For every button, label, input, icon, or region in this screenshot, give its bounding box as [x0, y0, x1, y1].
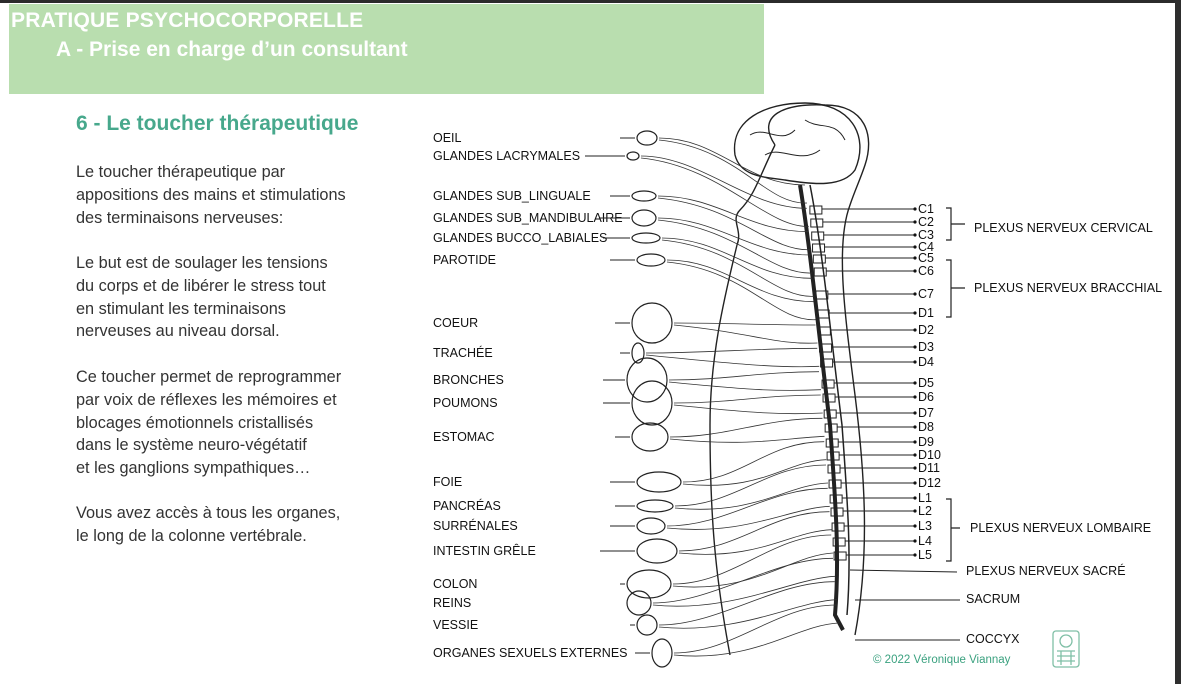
vertebra-label: D1	[918, 306, 934, 320]
organ-label: COEUR	[433, 316, 479, 330]
vertebra-dot	[913, 496, 916, 499]
vertebra-dot	[913, 311, 916, 314]
vertebra-label: C5	[918, 251, 934, 265]
organ-shape	[627, 591, 651, 615]
nerve-fibre	[679, 512, 830, 551]
organ-shape	[637, 500, 673, 512]
nerve-fibre	[667, 260, 814, 302]
section-heading: 6 - Le toucher thérapeutique	[76, 112, 359, 135]
vertebra-dot	[913, 256, 916, 259]
vertebra-dot	[913, 395, 916, 398]
cervical-bracket	[946, 208, 965, 240]
vertebra-dot	[913, 481, 916, 484]
paragraph-1	[76, 161, 416, 229]
vertebra-label: L2	[918, 504, 932, 518]
organ-label: GLANDES SUB_LINGUALE	[433, 189, 591, 203]
nervous-system-illustration	[425, 95, 1175, 675]
vertebra-shape	[813, 255, 825, 263]
organ-shape	[637, 131, 657, 145]
organ-shape	[637, 518, 665, 534]
organ-shape	[632, 210, 656, 226]
vertebra-label: D3	[918, 340, 934, 354]
nerve-fibre	[673, 535, 831, 584]
text-line: nerveuses au niveau dorsal.	[76, 322, 280, 341]
nerve-fibre	[669, 372, 819, 380]
vertebra-dot	[913, 245, 916, 248]
vertebra-dot	[913, 553, 916, 556]
organ-shape	[632, 381, 672, 425]
organ-shape	[632, 233, 660, 243]
vertebra-dot	[913, 207, 916, 210]
vertebra-label: D11	[918, 461, 941, 475]
lumbar-bracket	[946, 499, 960, 561]
vertebra-label: D6	[918, 390, 934, 404]
nerve-fibre	[673, 553, 833, 587]
nerve-fibre	[670, 418, 823, 437]
nerve-fibre	[674, 605, 837, 653]
organ-label: PANCRÉAS	[433, 499, 501, 513]
organ-label: REINS	[433, 596, 472, 610]
organ-drawings	[627, 131, 681, 667]
vertebra-dot	[913, 269, 916, 272]
organ-shape	[632, 303, 672, 343]
organ-shape	[627, 570, 671, 598]
vertebra-shape	[813, 244, 825, 252]
vertebra-label: D9	[918, 435, 934, 449]
organ-label: BRONCHES	[433, 373, 504, 387]
top-border	[0, 0, 1181, 3]
text-line: des terminaisons nerveuses:	[76, 208, 284, 227]
nerve-fibre	[659, 140, 807, 203]
vertebra-dot	[913, 539, 916, 542]
vertebra-label: D10	[918, 448, 941, 462]
nerve-fibre	[670, 436, 825, 442]
nerve-fibre	[674, 405, 823, 414]
organ-label: TRACHÉE	[433, 346, 493, 360]
vertebra-label: C7	[918, 287, 934, 301]
vertebra-dot	[913, 292, 916, 295]
vertebra-dot	[913, 453, 916, 456]
nerve-fibre	[674, 395, 821, 403]
vertebra-dot	[913, 524, 916, 527]
vertebra-label: D5	[918, 376, 934, 390]
paragraph-4	[76, 502, 416, 548]
organ-label: GLANDES BUCCO_LABIALES	[433, 231, 608, 245]
banner-title: PRATIQUE PSYCHOCORPORELLE	[11, 9, 364, 32]
vertebra-label: L1	[918, 491, 932, 505]
vertebra-label: L5	[918, 548, 932, 562]
text-line: par voix de réflexes les mémoires et	[76, 390, 337, 409]
vertebra-label: L4	[918, 534, 932, 548]
organ-label: ORGANES SEXUELS EXTERNES	[433, 646, 628, 660]
organ-label: ESTOMAC	[433, 430, 495, 444]
right-scrollbar-edge	[1175, 0, 1181, 684]
nerve-fibre	[662, 240, 814, 296]
nerve-fibre	[674, 323, 816, 325]
organ-label: POUMONS	[433, 396, 498, 410]
nerve-fibre	[674, 325, 818, 343]
text-line: Ce toucher permet de reprogrammer	[76, 368, 342, 386]
nerve-fibre	[683, 460, 826, 486]
organ-shape	[637, 539, 677, 563]
plexus-brachial-label: PLEXUS NERVEUX BRACCHIAL	[974, 281, 1163, 295]
vertebra-dot	[913, 360, 916, 363]
vertebra-label: C6	[918, 264, 934, 278]
sacrum-label: SACRUM	[966, 592, 1021, 606]
vertebra-dot	[913, 411, 916, 414]
organ-shape	[652, 639, 672, 667]
text-line: en stimulant les terminaisons	[76, 299, 286, 318]
text-line: Vous avez accès à tous les organes,	[76, 504, 341, 522]
nerve-fibre	[679, 530, 832, 555]
vertebra-dot	[913, 345, 916, 348]
text-line: dans le système neuro-végétatif	[76, 436, 307, 455]
vertebra-label: C2	[918, 215, 934, 229]
vertebra-label: D12	[918, 476, 941, 490]
organ-shape	[632, 191, 656, 201]
vertebra-dot	[913, 233, 916, 236]
organ-label: GLANDES SUB_MANDIBULAIRE	[433, 211, 623, 225]
organ-shape	[627, 152, 639, 160]
nerve-fibre	[646, 348, 817, 353]
title-banner	[9, 4, 764, 94]
organ-shape	[632, 423, 668, 451]
text-line: blocages émotionnels cristallisés	[76, 413, 314, 432]
text-line: le long de la colonne vertébrale.	[76, 526, 307, 545]
text-line: Le toucher thérapeutique par	[76, 163, 286, 181]
paragraph-2	[76, 252, 416, 343]
coccyx-label: COCCYX	[966, 632, 1020, 646]
organ-label: GLANDES LACRYMALES	[433, 149, 581, 163]
vertebra-dot	[913, 425, 916, 428]
text-line: du corps et de libérer le stress tout	[76, 276, 326, 295]
vertebra-dot	[913, 440, 916, 443]
plexus-cervical-label: PLEXUS NERVEUX CERVICAL	[974, 221, 1153, 235]
text-line: appositions des mains et stimulations	[76, 185, 346, 204]
vertebra-dot	[913, 381, 916, 384]
brachial-bracket	[946, 260, 965, 317]
nerve-fibre	[683, 442, 824, 482]
nerve-fibres	[641, 138, 839, 656]
brand-logo-icon	[1051, 629, 1081, 669]
plexus-sacral-label: PLEXUS NERVEUX SACRÉ	[966, 564, 1126, 578]
plexus-lumbar-label: PLEXUS NERVEUX LOMBAIRE	[970, 521, 1152, 535]
text-line: et les ganglions sympathiques…	[76, 459, 311, 478]
organ-shape	[637, 615, 657, 635]
vertebra-dot	[913, 466, 916, 469]
nerve-fibre	[675, 465, 826, 506]
copyright-text: © 2022 Véronique Viannay	[873, 654, 1011, 666]
organ-label: VESSIE	[433, 618, 479, 632]
vertebra-dot	[913, 328, 916, 331]
organ-shape	[637, 472, 681, 492]
vertebra-shape	[810, 206, 822, 214]
vertebra-label: D2	[918, 323, 934, 337]
paragraph-3	[76, 366, 416, 480]
nerve-fibre	[659, 138, 805, 185]
organ-label: PAROTIDE	[433, 253, 496, 267]
organ-label: FOIE	[433, 475, 463, 489]
vertebra-dot	[913, 220, 916, 223]
nerve-fibre	[659, 600, 837, 629]
nerve-fibre	[667, 488, 828, 526]
organ-label: COLON	[433, 577, 478, 591]
vertebra-label: D7	[918, 406, 934, 420]
vertebra-label: C4	[918, 240, 934, 254]
vertebra-label: C3	[918, 228, 934, 242]
vertebra-label: D4	[918, 355, 934, 369]
organ-label: INTESTIN GRÊLE	[433, 544, 536, 558]
text-line: Le but est de soulager les tensions	[76, 254, 328, 272]
nerve-fibre	[659, 582, 835, 625]
banner-subtitle: A - Prise en charge d’un consultant	[56, 38, 408, 61]
vertebra-label: D8	[918, 420, 934, 434]
organ-shape	[637, 254, 665, 266]
organ-label: SURRÉNALES	[433, 519, 518, 533]
vertebra-dot	[913, 509, 916, 512]
organ-label: OEIL	[433, 131, 462, 145]
nerve-fibre	[667, 506, 830, 529]
body-outline-front	[710, 145, 775, 655]
nerve-fibre	[669, 382, 821, 390]
brain-shape	[735, 103, 860, 184]
vertebra-label: C1	[918, 202, 934, 216]
vertebra-label: L3	[918, 519, 932, 533]
nerve-fibre	[653, 558, 833, 603]
nerve-fibre	[646, 355, 819, 367]
